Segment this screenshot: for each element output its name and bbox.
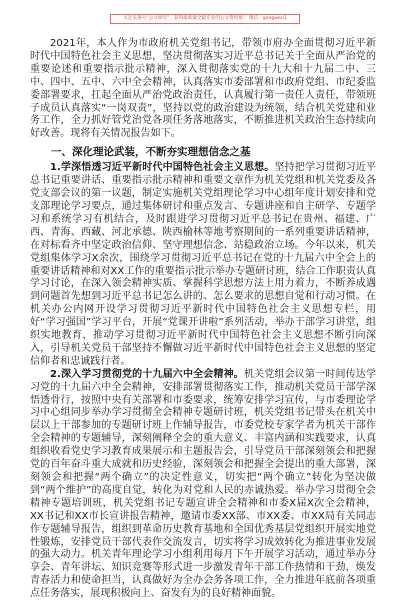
section-2-lead: 2.深入学习贯彻党的十九届六中全会精神。 bbox=[50, 368, 244, 380]
section-1-lead: 1.学深悟透习近平新时代中国特色社会主义思想。 bbox=[50, 162, 275, 174]
section-heading: 一、深化理论武装，不断夯实理想信念之基 bbox=[51, 146, 251, 159]
section-1-body: 坚持把学习贯彻习近平总书记重要讲话、重要指示批示精神和重要文章作为机关党组和机关党委及各党支部会议的第一议题，制定实施机关党组理论学习中心组年度计划安排和党支部理论学习要点，通过集体研讨和重点发言、专题讲座和自主研学、专题学习和系统学习有机结合，及时跟进学习贯彻习近平总书记在贵州、福建、广西、青海、西藏、河北承德、陕西榆林等地考察期间的一系列重要讲话精神，在对标看齐中坚定政治信仰、坚守理想信念、站稳政治立场。今年以来，机关党组集体学习X余次，围绕学习贯彻习近平总书记在党的十九届六中全会上的重要讲话精神和对XX工作的重要指示批示举办专题研讨班，结合工作职责认真学习讨论，在深入领会精神实质、掌握科学思想方法上用力着力，不断养成遇到问题首先想到习近平总书记怎么讲的、怎么要求的思想自觉和行动习惯。在机关办公内网开设学习贯彻习近平新时代中国特色社会主义思想专栏，用好“学习强国”学习平台，开展“党课开讲啦”系列活动，举办干部学习讲堂，组织实地教育，推动学习贯彻习近平新时代中国特色社会主义思想不断引向深入，引导机关党员干部坚持不懈做习近平新时代中国特色社会主义思想的坚定信仰者和忠诚践行者。 bbox=[30, 162, 377, 367]
document-body bbox=[30, 38, 376, 601]
section-2-paragraph bbox=[30, 369, 376, 601]
section-1-paragraph bbox=[30, 162, 376, 369]
section-2-body: 机关党组会议第一时间传达学习党的十九届六中全会精神，安排部署贯彻落实工作，推动机关党员干部学深悟透骨行，按照中央有关部署和市委要求，统筹安排学习宣传，与市委理论学习中心组同步举办学习贯彻全会精神专题研讨班，机关党组书记带头在机关中层以上干部参加的专题研讨班上作辅导报告，市委党校专家学者为机关干部作全会精神的专题辅导，深刻阐释全会的重大意义、丰富内涵和实践要求，认真组织收看党史学习教育成果展示和主题报告会，引导党员干部深刻领会和把握党的百年奋斗重大成就和历史经验，深刻领会和把握全会提出的重大部署，深刻领会和把握“两个确立”的决定性意义，切实把“两个确立”转化为坚决做到“两个维护”的高度自觉，转化为对党和人民的赤诚热爱。举办学习贯彻全会精神专题培训班，机关党组书记专题宣讲全会精神和市委X届X次全会精神，XX书记和XX市长宣讲报告精神，邀请市委XX部、市XX委、市XX局有关同志作专题辅导报告，组织到革命历史教育基地和全国优秀基层党组织开展实地党性锻炼，安排党员干部代表作交流发言，切实将学习成效转化为推进事业发展的强大动力。机关青年理论学习小组利用每月下午开展学习活动，通过举办分享会、青年讲坛、知识竞赛等形式进一步激发青年干部工作热情和干劲，焕发青春活力和使命担当，认真做好为全办会务各项工作，全力推进年底前各项重点任务落实，展现积极向上、奋发有为的良好精神面貌。 bbox=[30, 368, 376, 600]
promo-banner: 关注头条号“公文研究”，获得最新最全最专业的公文资料推！ 微信：gongwen1 bbox=[110, 14, 300, 24]
intro-paragraph: 2021年，本人作为市政府机关党组书记，带领市府办全面贯彻习近平新时代中国特色社会主义思想，坚决贯彻落实习近平总书记关于全面从严治党的重要论述和重要指示批示精神，深入贯彻落实党的十九大和十九届二中、三中、四中、五中、六中全会精神，认真落实市委部署和市政府党组、市纪委监委部署要求，扛起全面从严治党政治责任，认真履行第一责任人责任，带领班子成员认真落实“一岗双责”，坚持以党的政治建设为统领，结合机关党建和业务工作，全力抓好管党治党各项任务落地落实，不断推进机关政治生态持续向好改善。现将有关情况报告如下。 bbox=[30, 38, 376, 140]
